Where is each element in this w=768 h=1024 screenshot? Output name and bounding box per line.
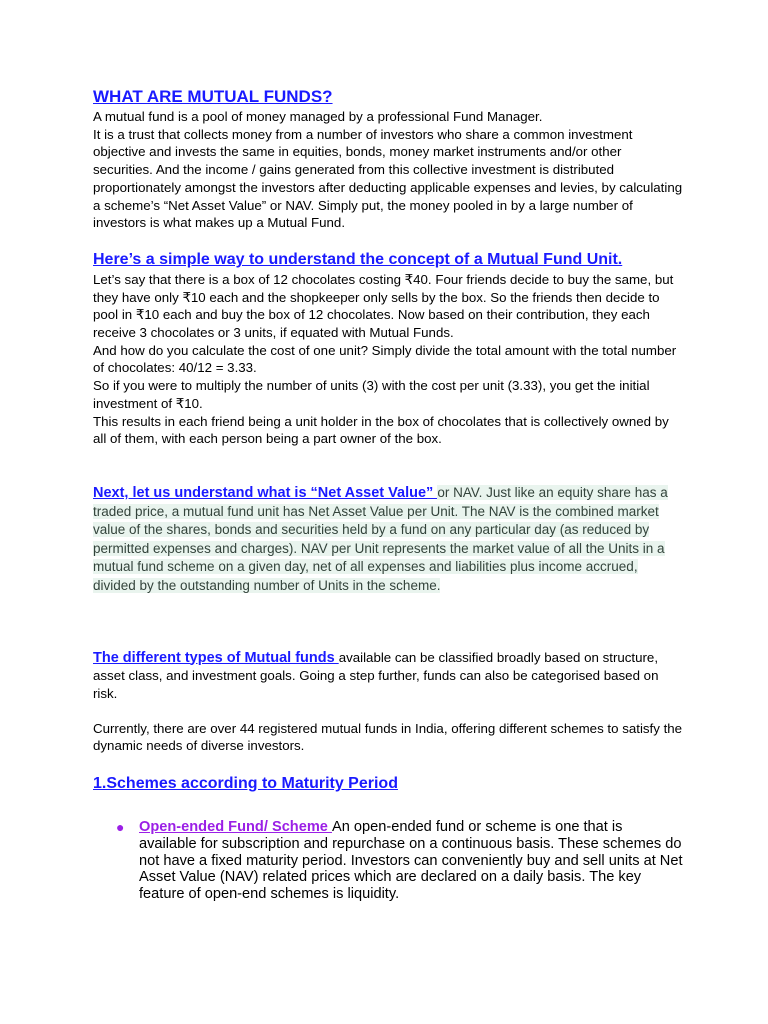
paragraph-net-asset-value bbox=[93, 484, 683, 596]
document-page bbox=[93, 86, 683, 903]
heading-types-of-mutual-funds: The different types of Mutual funds bbox=[93, 649, 339, 666]
paragraph-registered-mutual-funds: Currently, there are over 44 registered mutual funds in India, offering different schemes to satisfy the dynamic needs of diverse investors. bbox=[93, 720, 683, 754]
bullet-dot-icon: ● bbox=[116, 819, 125, 836]
types-text: available can be classified broadly based on structure, asset class, and investment goals. Going a step further, funds can also be categorised based on risk. bbox=[93, 649, 659, 701]
paragraph-unit-cost: And how do you calculate the cost of one unit? Simply divide the total amount with the total number of chocolates: 40/12 = 3.33. bbox=[93, 342, 677, 376]
list-item-open-ended-fund bbox=[93, 819, 683, 903]
maturity-bullet-list bbox=[93, 819, 683, 903]
heading-what-are-mutual-funds: WHAT ARE MUTUAL FUNDS? bbox=[93, 87, 333, 106]
nav-highlighted-text: or NAV. Just like an equity share has a traded price, a mutual fund unit has Net Asset Value per Unit. The NAV is the combined market value of the shares, bonds and securities held by a fund on any particular day (as reduced by permitted expenses and charges). NAV per Unit represents the market value of all the Units in a mutual fund scheme on a given day, net of all expenses and liabilities plus income accrued, divided by the outstanding number of Units in the scheme. bbox=[93, 484, 668, 593]
heading-net-asset-value: Next, let us understand what is “Net Asset Value” bbox=[93, 484, 438, 501]
heading-mutual-fund-unit: Here’s a simple way to understand the concept of a Mutual Fund Unit. bbox=[93, 250, 623, 268]
open-ended-fund-text: An open-ended fund or scheme is one that is available for subscription and repurchase on a continuous basis. These schemes do not have a fixed maturity period. Investors can conveniently buy and sell units at Net Asset Value (NAV) related prices which are declared on a daily basis. The key feature of open-end schemes is liquidity. bbox=[139, 819, 683, 903]
paragraph-initial-investment: So if you were to multiply the number of units (3) with the cost per unit (3.33), you get the initial investment of ₹10. bbox=[93, 378, 650, 411]
paragraph-types-of-mutual-funds bbox=[93, 649, 683, 703]
open-ended-fund-title: Open-ended Fund/ Scheme bbox=[139, 819, 332, 836]
heading-maturity-period: 1.Schemes according to Maturity Period bbox=[93, 775, 398, 793]
paragraph-chocolate-example: Let’s say that there is a box of 12 chocolates costing ₹40. Four friends decide to buy the same, but they have only ₹10 each and the shopkeeper only sells by the box. So the friends then decide to pool in ₹10 each and buy the box of 12 chocolates. Now based on their contribution, they each receive 3 chocolates or 3 units, if equated with Mutual Funds. bbox=[93, 271, 674, 341]
paragraph-mutual-fund-definition: A mutual fund is a pool of money managed by a professional Fund Manager. bbox=[93, 109, 543, 124]
paragraph-unit-holder: This results in each friend being a unit holder in the box of chocolates that is collectively owned by all of them, with each person being a part owner of the box. bbox=[93, 413, 669, 447]
paragraph-mutual-fund-trust: It is a trust that collects money from a number of investors who share a common investment objective and invests the same in equities, bonds, money market instruments and/or other securities. And the income / gains generated from this collective investment is distributed proportionately amongst the investors after deducting applicable expenses and levies, by calculating a scheme’s “Net Asset Value” or NAV. Simply put, the money pooled in by a large number of investors is what makes up a Mutual Fund. bbox=[93, 126, 683, 231]
